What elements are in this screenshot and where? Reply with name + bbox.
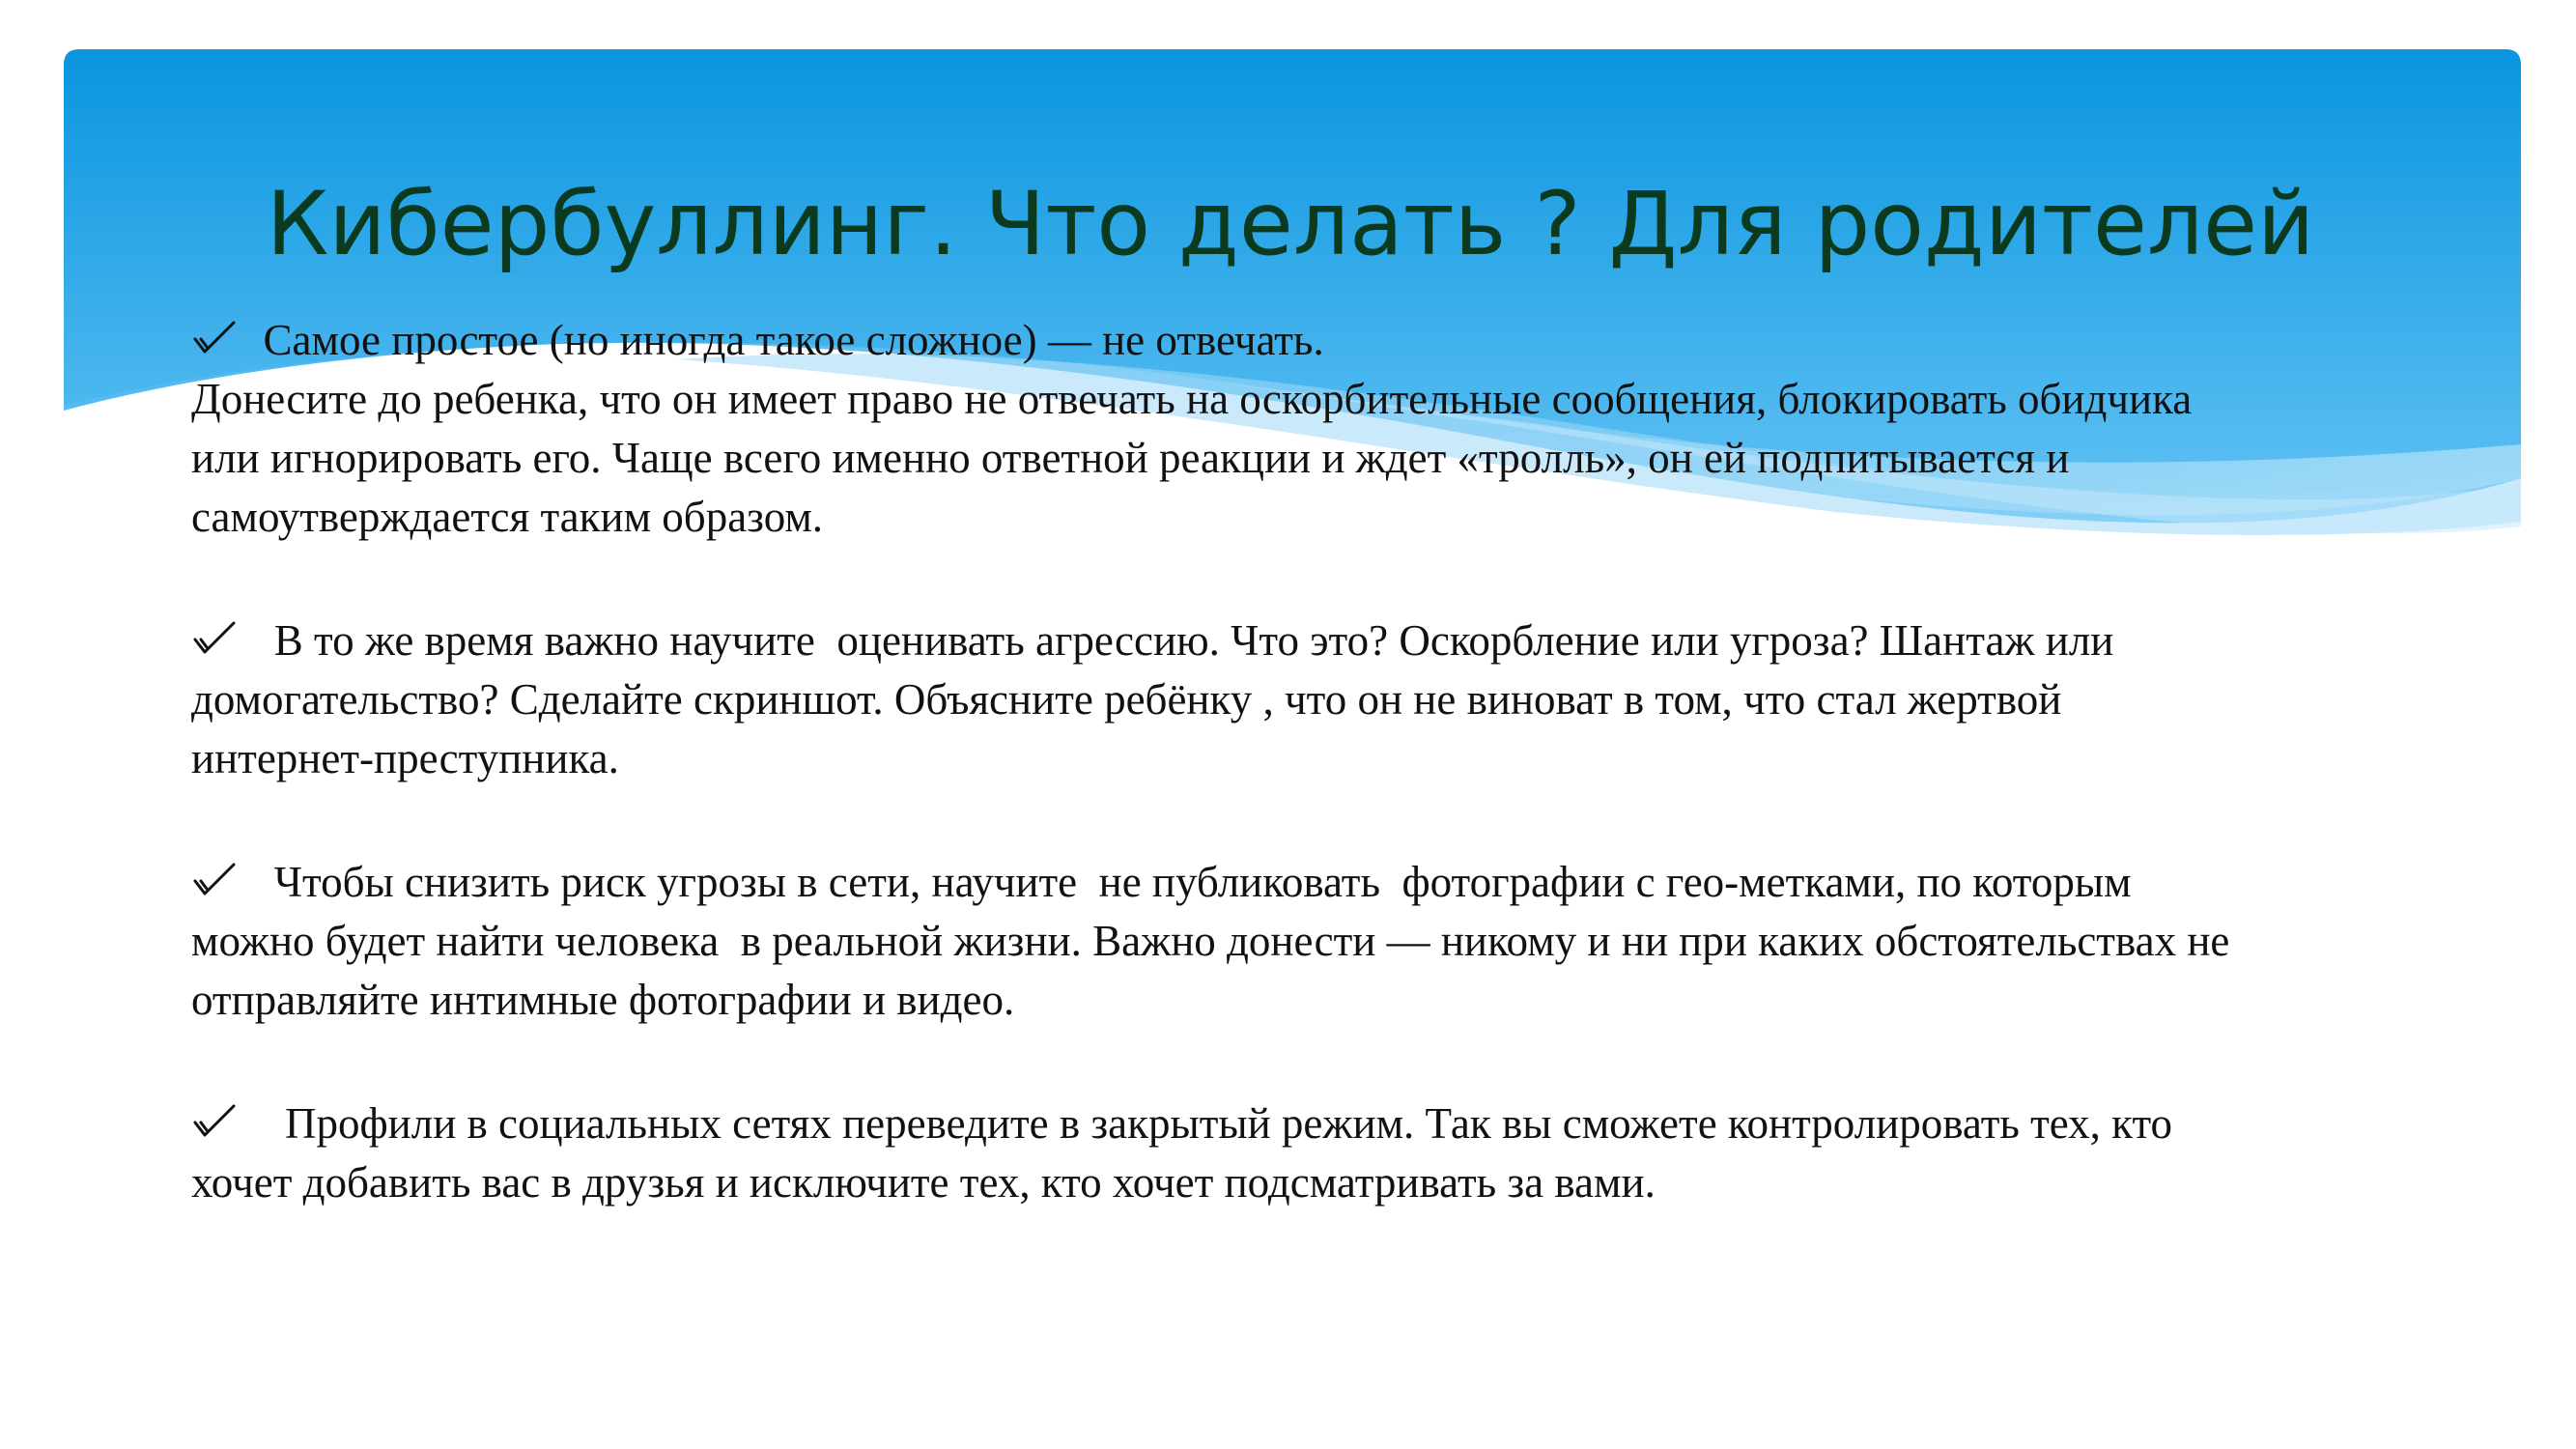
checkmark-icon xyxy=(191,1103,241,1142)
paragraph-line: домогательство? Сделайте скриншот. Объясните ребёнку , что он не виноват в том, что стал жертвой xyxy=(191,675,2062,724)
bullet-text: Самое простое (но иногда такое сложное) — не отвечать. xyxy=(241,316,1324,364)
bullet-text: В то же время важно научите оценивать агрессию. Что это? Оскорбление или угроза? Шантаж или xyxy=(241,616,2114,665)
bullet-item xyxy=(191,611,2509,788)
paragraph-line: или игнорировать его. Чаще всего именно ответной реакции и ждет «тролль», он ей подпитывается и xyxy=(191,434,2070,482)
paragraph-line: отправляйте интимные фотографии и видео. xyxy=(191,976,1015,1024)
paragraph-line: можно будет найти человека в реальной жизни. Важно донести — никому и ни при каких обстоятельствах не xyxy=(191,917,2230,965)
bullet-item xyxy=(191,1094,2509,1212)
bullet-list xyxy=(191,311,2509,1212)
bullet-item xyxy=(191,311,2509,547)
paragraph-line: интернет-преступника. xyxy=(191,734,619,782)
bullet-first-line xyxy=(191,311,2509,370)
paragraph-line: хочет добавить вас в друзья и исключите тех, кто хочет подсматривать за вами. xyxy=(191,1158,1656,1207)
bullet-item xyxy=(191,853,2509,1030)
bullet-first-line xyxy=(191,611,2509,670)
checkmark-icon xyxy=(191,320,241,358)
checkmark-icon xyxy=(191,862,241,900)
bullet-first-line xyxy=(191,853,2509,912)
bullet-first-line xyxy=(191,1094,2509,1153)
bullet-text: Чтобы снизить риск угрозы в сети, научите не публиковать фотографии с гео-метками, по которым xyxy=(241,858,2132,906)
slide-title: Кибербуллинг. Что делать ? Для родителей xyxy=(266,174,2315,275)
bullet-text: Профили в социальных сетях переведите в закрытый режим. Так вы сможете контролировать тех, кто xyxy=(241,1099,2173,1148)
checkmark-icon xyxy=(191,620,241,659)
paragraph-line: Донесите до ребенка, что он имеет право не отвечать на оскорбительные сообщения, блокировать обидчика xyxy=(191,375,2193,423)
paragraph-line: самоутверждается таким образом. xyxy=(191,493,824,541)
